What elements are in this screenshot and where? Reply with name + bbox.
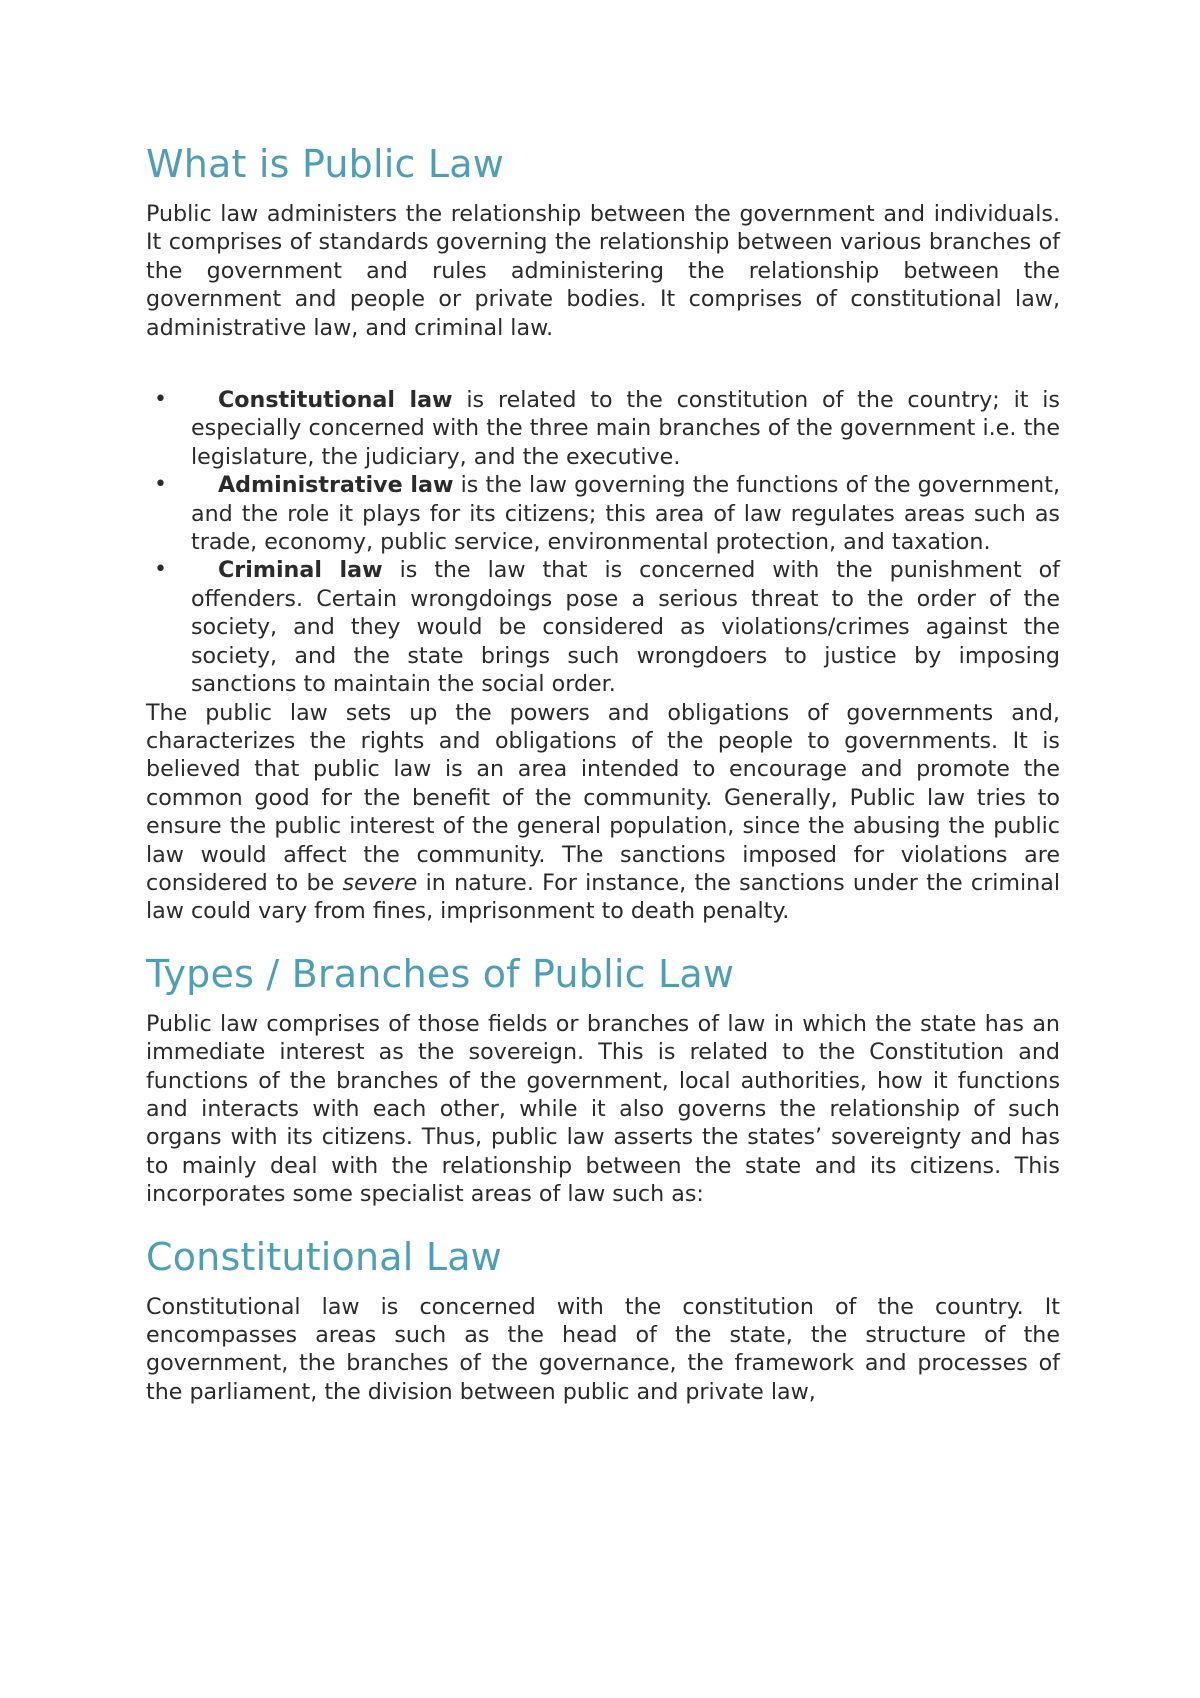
list-item (146, 471, 1060, 556)
document-page (146, 140, 1060, 1406)
closing-paragraph (146, 699, 1060, 926)
bullet-icon: • (154, 472, 167, 498)
bullet-term: Administrative law (218, 472, 454, 499)
closing-italic-word: severe (342, 869, 418, 896)
bullet-icon: • (154, 557, 167, 583)
types-paragraph: Public law comprises of those fields or branches of law in which the state has an immediate interest as the sovereign. This is related to the Constitution and functions of the branches of the government, local authorities, how it functions and interacts with each other, while it also governs the relationship of such organs with its citizens. Thus, public law asserts the states’ sovereignty and has to mainly deal with the relationship between the state and its citizens. This incorporates some specialist areas of law such as: (146, 1010, 1060, 1208)
intro-paragraph: Public law administers the relationship between the government and individuals. It comprises of standards governing the relationship between various branches of the government and rules administering the relationship between the government and people or private bodies. It comprises of constitutional law, administrative law, and criminal law. (146, 201, 1060, 341)
list-item (146, 386, 1060, 471)
bullet-term: Constitutional law (218, 387, 453, 414)
list-item (146, 556, 1060, 698)
heading-constitutional-law: Constitutional Law (146, 1234, 502, 1279)
constitutional-paragraph: Constitutional law is concerned with the constitution of the country. It encompasses areas such as the head of the state, the structure of the government, the branches of the governance, the framework and processes of the parliament, the division between public and private law, (146, 1293, 1060, 1405)
heading-types-branches: Types / Branches of Public Law (146, 951, 735, 996)
bullet-text: is the law that is concerned with the punishment of offenders. Certain wrongdoings pose a serious threat to the order of the society, and they would be considered as violations/crimes against the society, and the state brings such wrongdoers to justice by imposing sanctions to maintain the social order. (191, 557, 1060, 698)
closing-text-after: in nature. For instance, the sanctions under the criminal law could vary from fines, imprisonment to death penalty. (146, 869, 1060, 925)
heading-what-is-public-law: What is Public Law (146, 142, 505, 186)
bullet-term: Criminal law (218, 557, 383, 584)
public-law-types-list (146, 386, 1060, 698)
bullet-text: is the law governing the functions of the government, and the role it plays for its citizens; this area of law regulates areas such as trade, economy, public service, environmental protection, and taxation. (191, 472, 1060, 556)
bullet-text: is related to the constitution of the country; it is especially concerned with the three main branches of the government i.e. the legislature, the judiciary, and the executive. (191, 387, 1060, 470)
bullet-icon: • (154, 387, 167, 413)
closing-text-before: The public law sets up the powers and obligations of governments and, characterizes the rights and obligations of the people to governments. It is believed that public law is an area intended to encourage and promote the common good for the benefit of the community. Generally, Public law tries to ensure the public interest of the general population, since the abusing the public law would affect the community. The sanctions imposed for violations are considered to be (146, 699, 1060, 896)
